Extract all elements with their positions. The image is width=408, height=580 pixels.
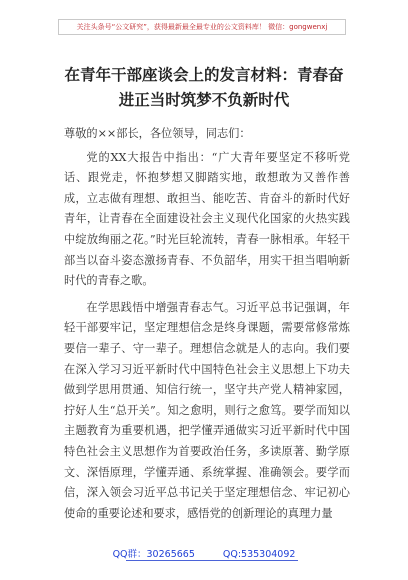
page-footer: [0, 546, 408, 560]
title-line-2: 进正当时筑梦不负新时代: [118, 90, 290, 109]
document-body: [64, 124, 350, 530]
paragraph: 在学思践悟中增强青春志气。习近平总书记强调，年轻干部要牢记，坚定理想信念是终身课题，需要常修常炼要信一辈子、守一辈子。理想信念就是人的志向。我们要在深入学习习近平新时代中国特色社会主义思想上下功夫做到学思用贯通、知信行统一，坚守共产党人精神家园，拧好人生“总开关”。知之愈明，则行之愈笃。要学而知以主题教育为重要机遇，把学懂弄通做实习近平新时代中国特色社会主义思想作为首要政治任务，多读原著、勤学原文、深悟原理，学懂弄通、系统掌握、准确领会。要学而信，深入领会习近平总书记关于坚定理想信念、牢记初心使命的重要论述和要求，感悟党的创新理论的真理力量: [64, 300, 350, 520]
title-line-1: 在青年干部座谈会上的发言材料：青春奋: [64, 65, 344, 84]
footer-underline: [126, 560, 298, 561]
paragraph: 党的XX大报告中指出：“广大青年要坚定不移听党话、跟党走，怀抱梦想又脚踏实地，敢想敢为又善作善成，立志做有理想、敢担当、能吃苦、肯奋斗的新时代好青年，让青春在全面建设社会主义现代化国家的火热实践中绽放绚丽之花。”时光巨轮流转，青春一脉相承。年轻干部当以奋斗姿态激扬青春、不负韶华，用实干担当唱响新时代的青春之歌。: [64, 150, 350, 288]
footer-qq-group: QQ群：30265665: [112, 549, 195, 560]
footer-qq: QQ:535304092: [222, 549, 296, 560]
promo-banner: 关注头条号“公文研究”，获得最新最全最专业的公文资料库！ 微信：gongwenxj: [58, 19, 346, 35]
document-title: [40, 62, 368, 112]
salutation: 尊敬的××部长，各位领导，同志们：: [64, 127, 251, 140]
